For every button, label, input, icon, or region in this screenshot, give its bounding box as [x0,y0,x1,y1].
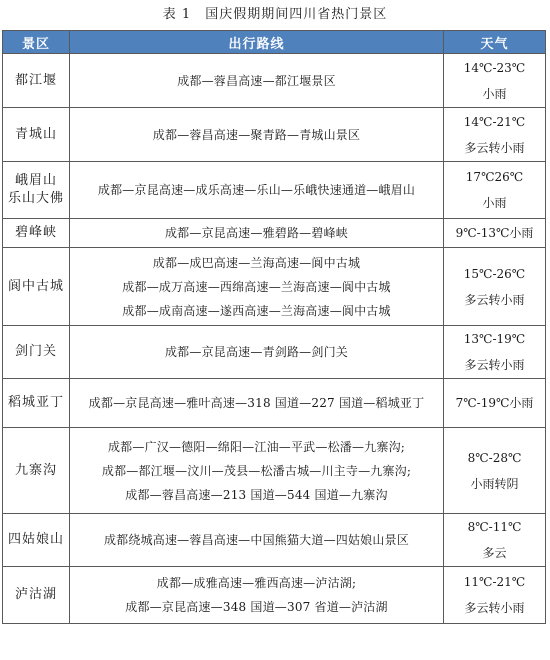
route-line: 成都—成南高速—遂西高速—兰海高速—阆中古城 [122,303,391,318]
weather-line: 多云转小雨 [464,358,525,372]
scenic-name: 乐山大佛 [7,191,64,206]
route-cell [70,54,444,108]
scenic-name: 九寨沟 [14,462,57,478]
route-line: 成都—都江堰—汶川—茂县—松潘古城—川主寺—九寨沟; [101,463,412,478]
table-number: 表 1 [162,7,192,22]
weather-cell [444,219,546,248]
scenic-name: 峨眉山 [14,173,57,188]
route-line: 成都—蓉昌高速—聚青路—青城山景区 [152,127,361,142]
scenic-spots-table [2,30,546,624]
weather-cell [444,567,546,624]
scenic-name: 青城山 [14,126,57,142]
route-line: 成都—广汉—德阳—绵阳—江油—平武—松潘—九寨沟; [107,439,406,454]
table-row [3,428,546,514]
scenic-name: 泸沽湖 [14,587,57,602]
route-line: 成都绕城高速—蓉昌高速—中国熊猫大道—四姑娘山景区 [103,533,409,547]
route-line: 成都—成万高速—西绵高速—兰海高速—阆中古城 [122,279,391,294]
scenic-cell [3,379,70,428]
route-cell [70,162,444,219]
route-cell [70,514,444,567]
scenic-name: 都江堰 [14,72,57,88]
table-row [3,248,546,326]
weather-cell [444,326,546,379]
scenic-cell [3,326,70,379]
route-cell [70,219,444,248]
weather-line: 11℃-21℃ [463,575,526,589]
route-line: 成都—京昆高速—348 国道—307 省道—泸沽湖 [125,600,388,614]
table-row [3,162,546,219]
weather-cell [444,108,546,162]
weather-line: 14℃-21℃ [463,114,526,129]
header-scenic: 景区 [3,31,70,54]
weather-cell [444,428,546,514]
weather-line: 7℃-19℃小雨 [455,396,534,410]
scenic-name: 剑门关 [14,344,57,359]
scenic-name: 阆中古城 [7,278,64,294]
route-line: 成都—京昆高速—青剑路—剑门关 [164,345,348,359]
weather-cell [444,162,546,219]
weather-line: 多云转小雨 [464,140,525,155]
scenic-cell [3,54,70,108]
weather-line: 9℃-13℃小雨 [455,226,534,240]
scenic-cell [3,248,70,326]
weather-line: 13℃-19℃ [463,332,526,346]
scenic-cell [3,567,70,624]
scenic-cell [3,162,70,219]
route-line: 成都—成雅高速—雅西高速—泸沽湖; [156,576,357,590]
weather-line: 多云转小雨 [464,292,525,307]
route-cell [70,379,444,428]
weather-line: 17℃26℃ [465,170,524,184]
weather-line: 15℃-26℃ [463,266,526,281]
weather-line: 小雨 [482,86,507,101]
scenic-cell [3,514,70,567]
weather-line: 8℃-11℃ [467,520,522,534]
route-cell [70,108,444,162]
route-line: 成都—成巴高速—兰海高速—阆中古城 [152,255,361,270]
header-route: 出行路线 [70,31,444,54]
scenic-name: 四姑娘山 [7,532,64,547]
scenic-name: 碧峰峡 [14,225,57,240]
scenic-cell [3,108,70,162]
route-line: 成都—蓉昌高速—213 国道—544 国道—九寨沟 [125,487,388,502]
route-cell [70,248,444,326]
table-caption [0,0,550,30]
table-row [3,326,546,379]
route-line: 成都—蓉昌高速—都江堰景区 [177,73,336,88]
scenic-cell [3,428,70,514]
table-body [3,54,546,624]
weather-cell [444,54,546,108]
weather-line: 14℃-23℃ [463,60,526,75]
scenic-cell [3,219,70,248]
weather-line: 多云转小雨 [464,601,525,615]
weather-cell [444,514,546,567]
route-cell [70,326,444,379]
route-cell [70,567,444,624]
table-row [3,108,546,162]
weather-line: 小雨转阴 [470,476,519,491]
table-row [3,54,546,108]
weather-line: 多云 [482,546,507,560]
header-weather: 天气 [444,31,546,54]
table-row [3,379,546,428]
table-row [3,567,546,624]
route-line: 成都—京昆高速—雅叶高速—318 国道—227 国道—稻城亚丁 [88,396,425,410]
table-title: 国庆假期期间四川省热门景区 [205,7,388,22]
route-line: 成都—京昆高速—雅碧路—碧峰峡 [164,226,348,240]
weather-cell [444,379,546,428]
route-cell [70,428,444,514]
scenic-name: 稻城亚丁 [7,395,64,410]
table-row [3,514,546,567]
weather-line: 小雨 [482,196,507,210]
weather-cell [444,248,546,326]
table-header-row [3,31,546,54]
weather-line: 8℃-28℃ [467,450,522,465]
route-line: 成都—京昆高速—成乐高速—乐山—乐峨快速通道—峨眉山 [97,183,416,197]
table-row [3,219,546,248]
